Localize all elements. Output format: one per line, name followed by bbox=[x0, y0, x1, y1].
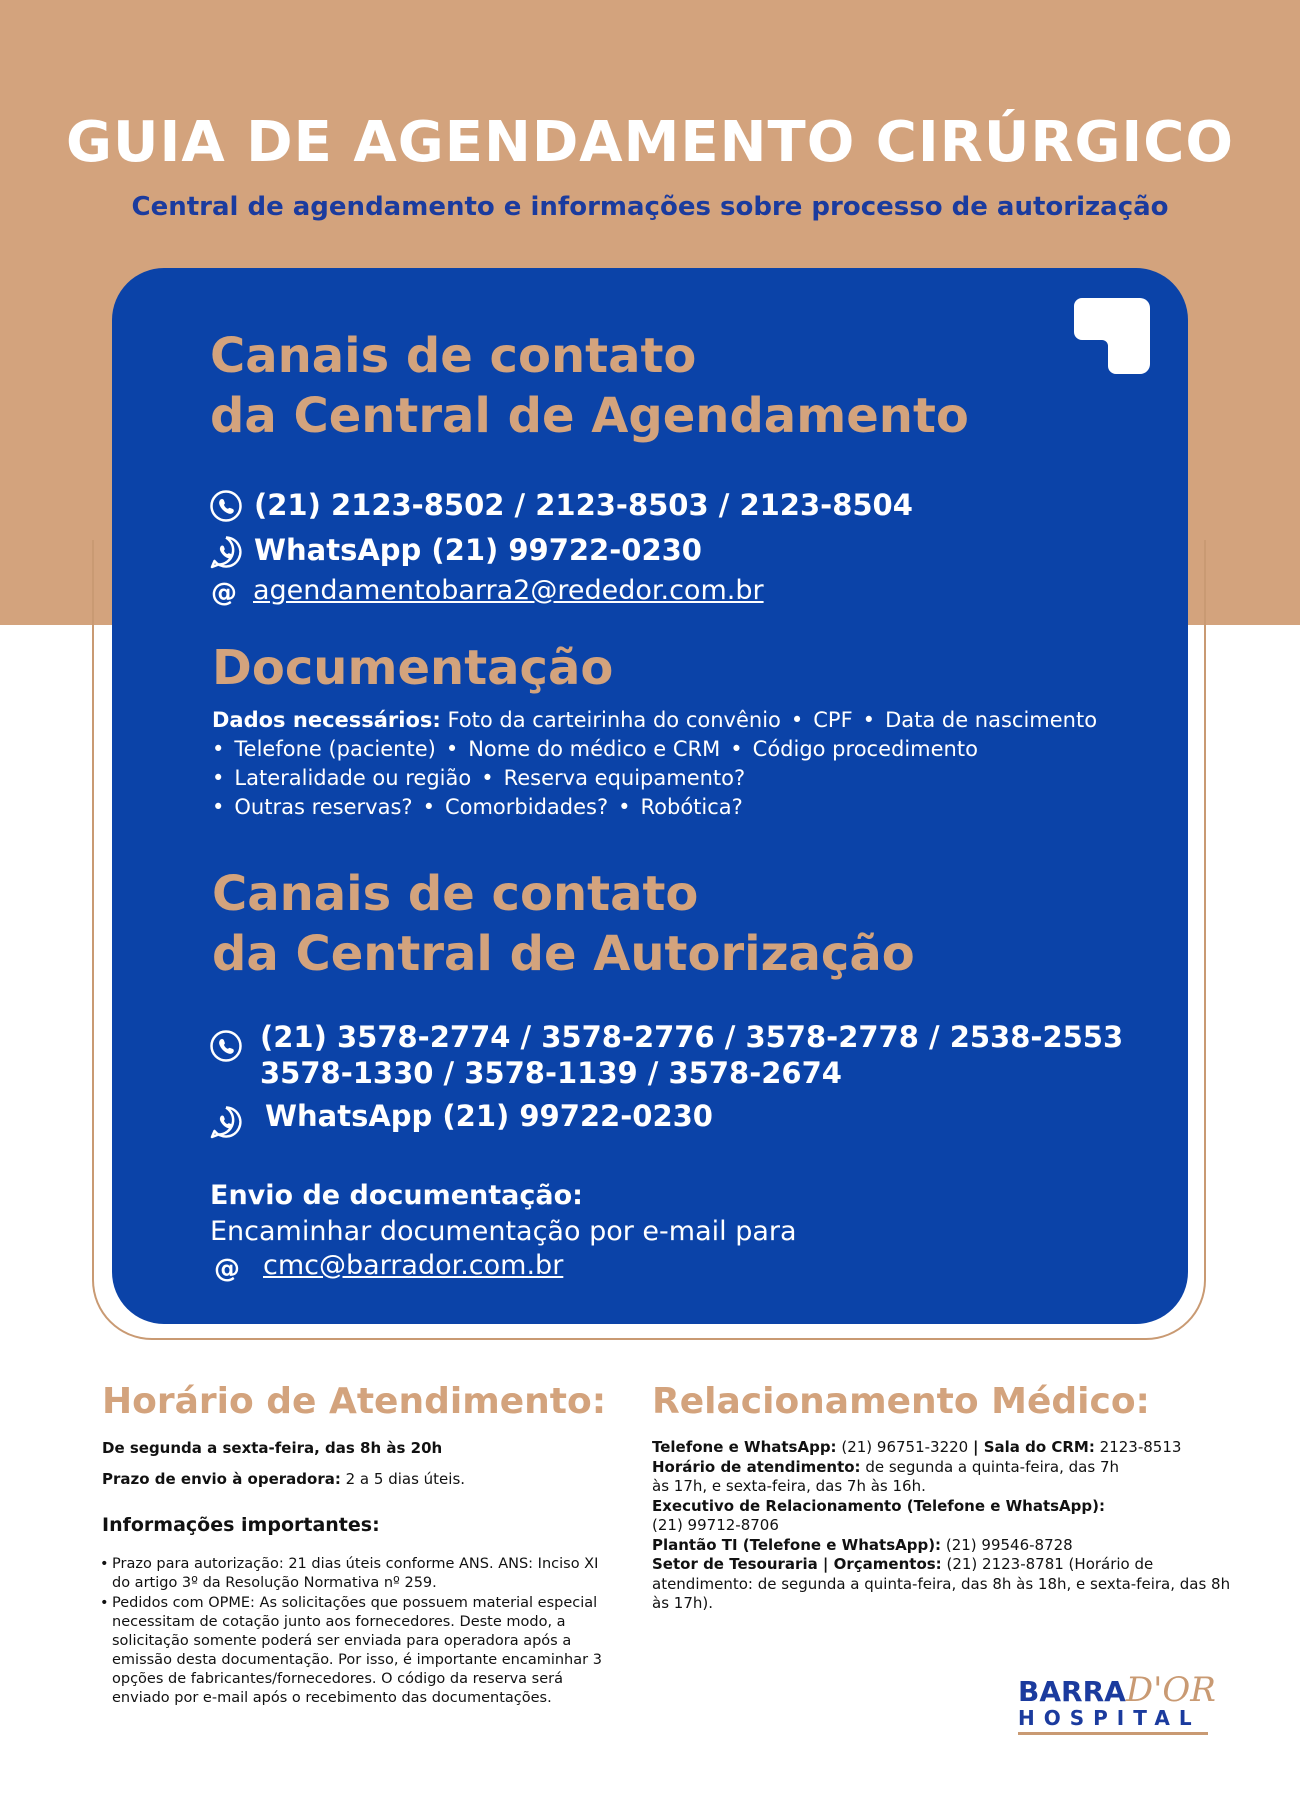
phone-icon bbox=[209, 1029, 243, 1063]
doc-item: CPF bbox=[813, 708, 853, 732]
autorizacao-phones-line1: (21) 3578-2774 / 3578-2776 / 3578-2778 / 2538-2553 bbox=[260, 1020, 1124, 1054]
doc-item: Código procedimento bbox=[752, 737, 978, 761]
rel-ti bbox=[652, 1536, 1242, 1556]
whatsapp-icon bbox=[209, 1105, 243, 1139]
horario-title: Horário de Atendimento: bbox=[102, 1381, 607, 1422]
corner-mark-icon bbox=[1074, 298, 1150, 374]
doc-item: Outras reservas? bbox=[234, 795, 413, 819]
prazo-label: Prazo de envio à operadora: bbox=[102, 1470, 341, 1488]
doc-item: Reserva equipamento? bbox=[503, 766, 746, 790]
page-subtitle: Central de agendamento e informações sobre processo de autorização bbox=[131, 192, 1169, 222]
rel-horario-label: Horário de atendimento: bbox=[652, 1457, 861, 1476]
rel-tes-value: (21) 2123-8781 (Horário de atendimento: de segunda a quinta-feira, das 8h às 18h, e sexta-feira, das 8h às 17h). bbox=[652, 1555, 1231, 1612]
agendamento-email-link[interactable]: agendamentobarra2@rededor.com.br bbox=[253, 575, 764, 606]
logo-wordmark bbox=[1018, 1670, 1216, 1710]
documentacao-line-4: • Outras reservas? • Comorbidades? • Robótica? bbox=[212, 795, 743, 819]
list-item: • Pedidos com OPME: As solicitações que possuem material especial necessitam de cotação junto aos fornecedores. Deste modo, a solicitação somente poderá ser enviada para operadora após a emissão desta documentação. Por isso, é importante encaminhar 3 opções de fabricantes/fornecedores. O código da reserva será enviado por e-mail após o recebimento das documentações. bbox=[100, 1594, 620, 1708]
autorizacao-title-line2: da Central de Autorização bbox=[212, 926, 915, 982]
logo-name-part1: BARRA bbox=[1018, 1675, 1126, 1708]
documentacao-line-1: Dados necessários: Foto da carteirinha do convênio • CPF • Data de nascimento bbox=[212, 708, 1098, 732]
documentacao-line-2: • Telefone (paciente) • Nome do médico e CRM • Código procedimento bbox=[212, 737, 978, 761]
email-at-icon: @ bbox=[214, 1254, 240, 1284]
rel-exec-label: Executivo de Relacionamento (Telefone e WhatsApp): bbox=[652, 1496, 1105, 1515]
doc-item: Data de nascimento bbox=[885, 708, 1098, 732]
list-item: • Prazo para autorização: 21 dias úteis conforme ANS. ANS: Inciso XI do artigo 3º da Resolução Normativa nº 259. bbox=[100, 1555, 620, 1593]
doc-item: Robótica? bbox=[640, 795, 743, 819]
rel-sala-value: 2123-8513 bbox=[1099, 1438, 1182, 1456]
doc-item: Nome do médico e CRM bbox=[468, 737, 721, 761]
doc-item: Telefone (paciente) bbox=[234, 737, 436, 761]
rel-tesouraria bbox=[652, 1555, 1242, 1614]
rel-tel-label: Telefone e WhatsApp: bbox=[652, 1438, 837, 1456]
page-title: GUIA DE AGENDAMENTO CIRÚRGICO bbox=[66, 110, 1234, 175]
info-title: Informações importantes: bbox=[102, 1514, 380, 1536]
relacionamento-block bbox=[652, 1438, 1242, 1614]
envio-text: Encaminhar documentação por e-mail para bbox=[210, 1216, 797, 1247]
logo-subtitle: HOSPITAL bbox=[1018, 1706, 1208, 1735]
envio-title: Envio de documentação: bbox=[210, 1180, 583, 1211]
logo-name-part2: D'OR bbox=[1125, 1670, 1216, 1710]
agendamento-title-line2: da Central de Agendamento bbox=[210, 388, 969, 444]
phone-icon bbox=[209, 489, 243, 523]
email-at-icon: @ bbox=[211, 578, 237, 608]
relacionamento-title: Relacionamento Médico: bbox=[652, 1381, 1150, 1422]
rel-telefone bbox=[652, 1438, 1242, 1458]
horario-line: De segunda a sexta-feira, das 8h às 20h bbox=[102, 1439, 443, 1457]
rel-exec-value: (21) 99712-8706 bbox=[652, 1516, 779, 1534]
doc-item: Comorbidades? bbox=[444, 795, 609, 819]
prazo-line bbox=[102, 1470, 465, 1489]
autorizacao-whatsapp: WhatsApp (21) 99722-0230 bbox=[265, 1099, 713, 1133]
rel-horario bbox=[652, 1458, 1122, 1497]
rel-executivo bbox=[652, 1497, 1242, 1536]
documentacao-title: Documentação bbox=[212, 640, 614, 696]
rel-tel-value: (21) 96751-3220 bbox=[841, 1438, 969, 1456]
agendamento-whatsapp: WhatsApp (21) 99722-0230 bbox=[254, 533, 702, 567]
autorizacao-email-link[interactable]: cmc@barrador.com.br bbox=[263, 1250, 564, 1281]
rel-sala-label: | Sala do CRM: bbox=[973, 1438, 1095, 1456]
prazo-value: 2 a 5 dias úteis. bbox=[345, 1470, 466, 1488]
dados-label: Dados necessários: bbox=[212, 708, 441, 732]
whatsapp-icon bbox=[209, 535, 243, 569]
barra-dor-logo bbox=[1018, 1670, 1216, 1735]
doc-item: Lateralidade ou região bbox=[234, 766, 472, 790]
autorizacao-title-line1: Canais de contato bbox=[212, 866, 699, 922]
rel-ti-value: (21) 99546-8728 bbox=[945, 1535, 1073, 1554]
documentacao-line-3: • Lateralidade ou região • Reserva equipamento? bbox=[212, 766, 746, 790]
rel-tes-label: Setor de Tesouraria | Orçamentos: bbox=[652, 1555, 942, 1573]
rel-ti-label: Plantão TI (Telefone e WhatsApp): bbox=[652, 1535, 942, 1554]
agendamento-title-line1: Canais de contato bbox=[210, 328, 697, 384]
autorizacao-phones-line2: 3578-1330 / 3578-1139 / 3578-2674 bbox=[260, 1056, 842, 1090]
info-list bbox=[100, 1555, 620, 1709]
doc-item: Foto da carteirinha do convênio bbox=[447, 708, 781, 732]
rel-horario-value: de segunda a quinta-feira, das 7h às 17h, e sexta-feira, das 7h às 16h. bbox=[652, 1457, 1119, 1495]
agendamento-phones: (21) 2123-8502 / 2123-8503 / 2123-8504 bbox=[254, 488, 913, 522]
